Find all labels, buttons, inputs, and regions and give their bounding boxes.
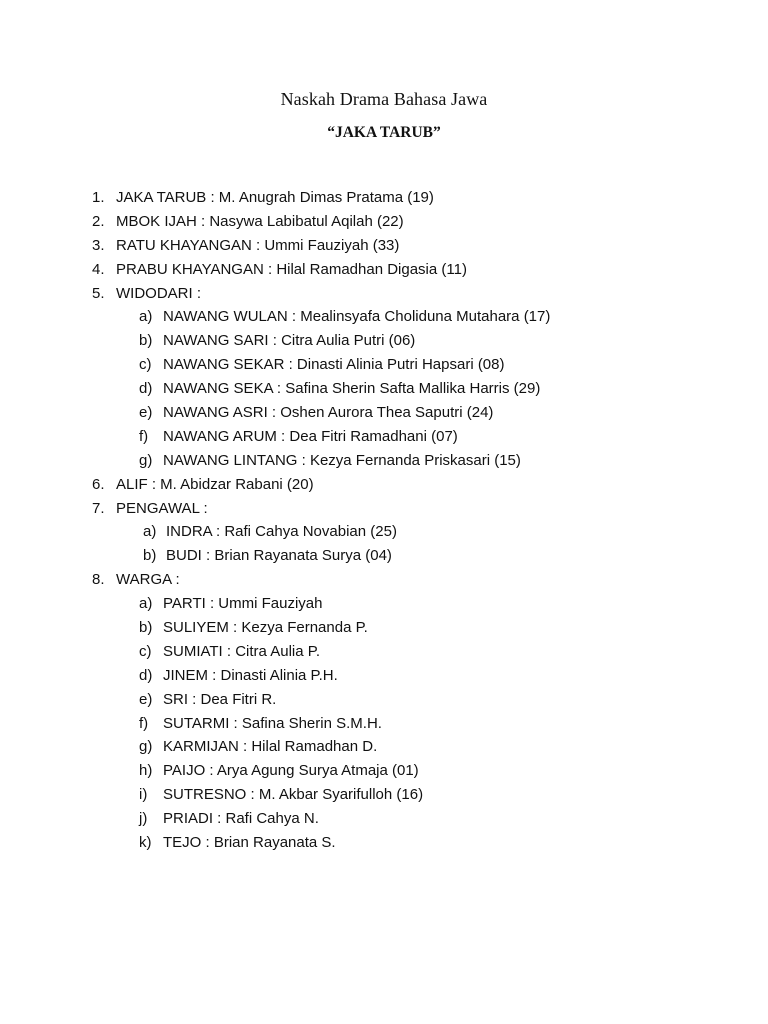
cast-subitem bbox=[0, 592, 768, 616]
document-subtitle: “JAKA TARUB” bbox=[327, 124, 441, 141]
cast-role: NAWANG SEKAR : Dinasti Alinia Putri Hapsari (08) bbox=[163, 356, 505, 374]
cast-number: 8. bbox=[92, 571, 105, 589]
cast-number: 6. bbox=[92, 475, 105, 493]
cast-letter: a) bbox=[139, 595, 153, 613]
cast-group-heading bbox=[0, 497, 768, 521]
cast-letter: a) bbox=[139, 308, 153, 326]
cast-role: PAIJO : Arya Agung Surya Atmaja (01) bbox=[163, 762, 419, 780]
cast-item bbox=[0, 258, 768, 282]
cast-role: NAWANG WULAN : Mealinsyafa Choliduna Mutahara (17) bbox=[163, 308, 551, 326]
cast-item bbox=[0, 234, 768, 258]
cast-subitem bbox=[0, 783, 768, 807]
cast-subitem bbox=[0, 353, 768, 377]
document-title: Naskah Drama Bahasa Jawa bbox=[280, 89, 488, 109]
cast-letter: f) bbox=[139, 427, 149, 445]
cast-item bbox=[0, 210, 768, 234]
cast-role: SULIYEM : Kezya Fernanda P. bbox=[163, 619, 368, 637]
cast-subitem bbox=[0, 831, 768, 855]
cast-list bbox=[0, 186, 768, 855]
cast-number: 7. bbox=[92, 499, 105, 517]
cast-subitem bbox=[0, 640, 768, 664]
cast-number: 1. bbox=[92, 189, 105, 206]
cast-role: RATU KHAYANGAN : Ummi Fauziyah (33) bbox=[116, 236, 400, 254]
cast-letter: d) bbox=[139, 666, 153, 684]
cast-role: PENGAWAL : bbox=[116, 499, 208, 517]
cast-subitem bbox=[0, 305, 768, 329]
cast-role: NAWANG SARI : Citra Aulia Putri (06) bbox=[163, 332, 416, 350]
cast-number: 3. bbox=[92, 236, 105, 254]
cast-role: SUMIATI : Citra Aulia P. bbox=[163, 642, 320, 660]
cast-letter: e) bbox=[139, 690, 153, 708]
cast-group-heading bbox=[0, 568, 768, 592]
cast-role: SUTARMI : Safina Sherin S.M.H. bbox=[163, 714, 382, 732]
cast-letter: e) bbox=[139, 404, 153, 422]
cast-role: NAWANG SEKA : Safina Sherin Safta Mallika Harris (29) bbox=[163, 380, 541, 398]
cast-subitem bbox=[0, 329, 768, 353]
cast-subitem bbox=[0, 520, 768, 544]
cast-item bbox=[0, 186, 768, 210]
cast-letter: d) bbox=[139, 380, 153, 398]
cast-role: INDRA : Rafi Cahya Novabian (25) bbox=[166, 523, 397, 541]
cast-role: KARMIJAN : Hilal Ramadhan D. bbox=[163, 738, 378, 756]
cast-letter: c) bbox=[139, 356, 152, 374]
cast-letter: h) bbox=[139, 762, 153, 780]
cast-role: WIDODARI : bbox=[116, 284, 201, 302]
cast-number: 5. bbox=[92, 284, 105, 302]
cast-subitem bbox=[0, 759, 768, 783]
cast-role: PARTI : Ummi Fauziyah bbox=[163, 595, 323, 613]
cast-role: WARGA : bbox=[116, 571, 180, 589]
cast-letter: k) bbox=[139, 834, 152, 852]
cast-letter: b) bbox=[139, 332, 153, 350]
cast-subitem bbox=[0, 664, 768, 688]
cast-role: JINEM : Dinasti Alinia P.H. bbox=[163, 666, 338, 684]
cast-role: SUTRESNO : M. Akbar Syarifulloh (16) bbox=[163, 786, 424, 804]
cast-role: PRIADI : Rafi Cahya N. bbox=[163, 810, 319, 828]
cast-subitem bbox=[0, 425, 768, 449]
cast-subitem bbox=[0, 735, 768, 759]
cast-group-heading bbox=[0, 282, 768, 306]
cast-role: BUDI : Brian Rayanata Surya (04) bbox=[166, 547, 392, 565]
cast-subitem bbox=[0, 807, 768, 831]
cast-role: SRI : Dea Fitri R. bbox=[163, 690, 277, 708]
cast-subitem bbox=[0, 377, 768, 401]
cast-letter: g) bbox=[139, 451, 153, 469]
cast-role: PRABU KHAYANGAN : Hilal Ramadhan Digasia (11) bbox=[116, 260, 467, 278]
cast-letter: i) bbox=[139, 786, 148, 804]
cast-subitem bbox=[0, 449, 768, 473]
cast-role: ALIF : M. Abidzar Rabani (20) bbox=[116, 475, 314, 493]
cast-role: NAWANG ASRI : Oshen Aurora Thea Saputri (24) bbox=[163, 404, 494, 422]
cast-item bbox=[0, 473, 768, 497]
cast-subitem bbox=[0, 688, 768, 712]
cast-role: MBOK IJAH : Nasywa Labibatul Aqilah (22) bbox=[116, 212, 404, 230]
cast-letter: j) bbox=[139, 810, 148, 828]
cast-letter: g) bbox=[139, 738, 153, 756]
cast-letter: b) bbox=[139, 619, 153, 637]
cast-subitem bbox=[0, 712, 768, 736]
cast-subitem bbox=[0, 616, 768, 640]
cast-subitem bbox=[0, 544, 768, 568]
cast-letter: c) bbox=[139, 642, 152, 660]
cast-subitem bbox=[0, 401, 768, 425]
cast-letter: a) bbox=[143, 523, 157, 541]
cast-role: JAKA TARUB : M. Anugrah Dimas Pratama (19) bbox=[116, 189, 434, 206]
cast-role: TEJO : Brian Rayanata S. bbox=[163, 834, 336, 852]
cast-role: NAWANG ARUM : Dea Fitri Ramadhani (07) bbox=[163, 427, 458, 445]
cast-number: 4. bbox=[92, 260, 105, 278]
cast-letter: b) bbox=[143, 547, 157, 565]
cast-number: 2. bbox=[92, 212, 105, 230]
cast-role: NAWANG LINTANG : Kezya Fernanda Priskasari (15) bbox=[163, 451, 521, 469]
cast-letter: f) bbox=[139, 714, 149, 732]
